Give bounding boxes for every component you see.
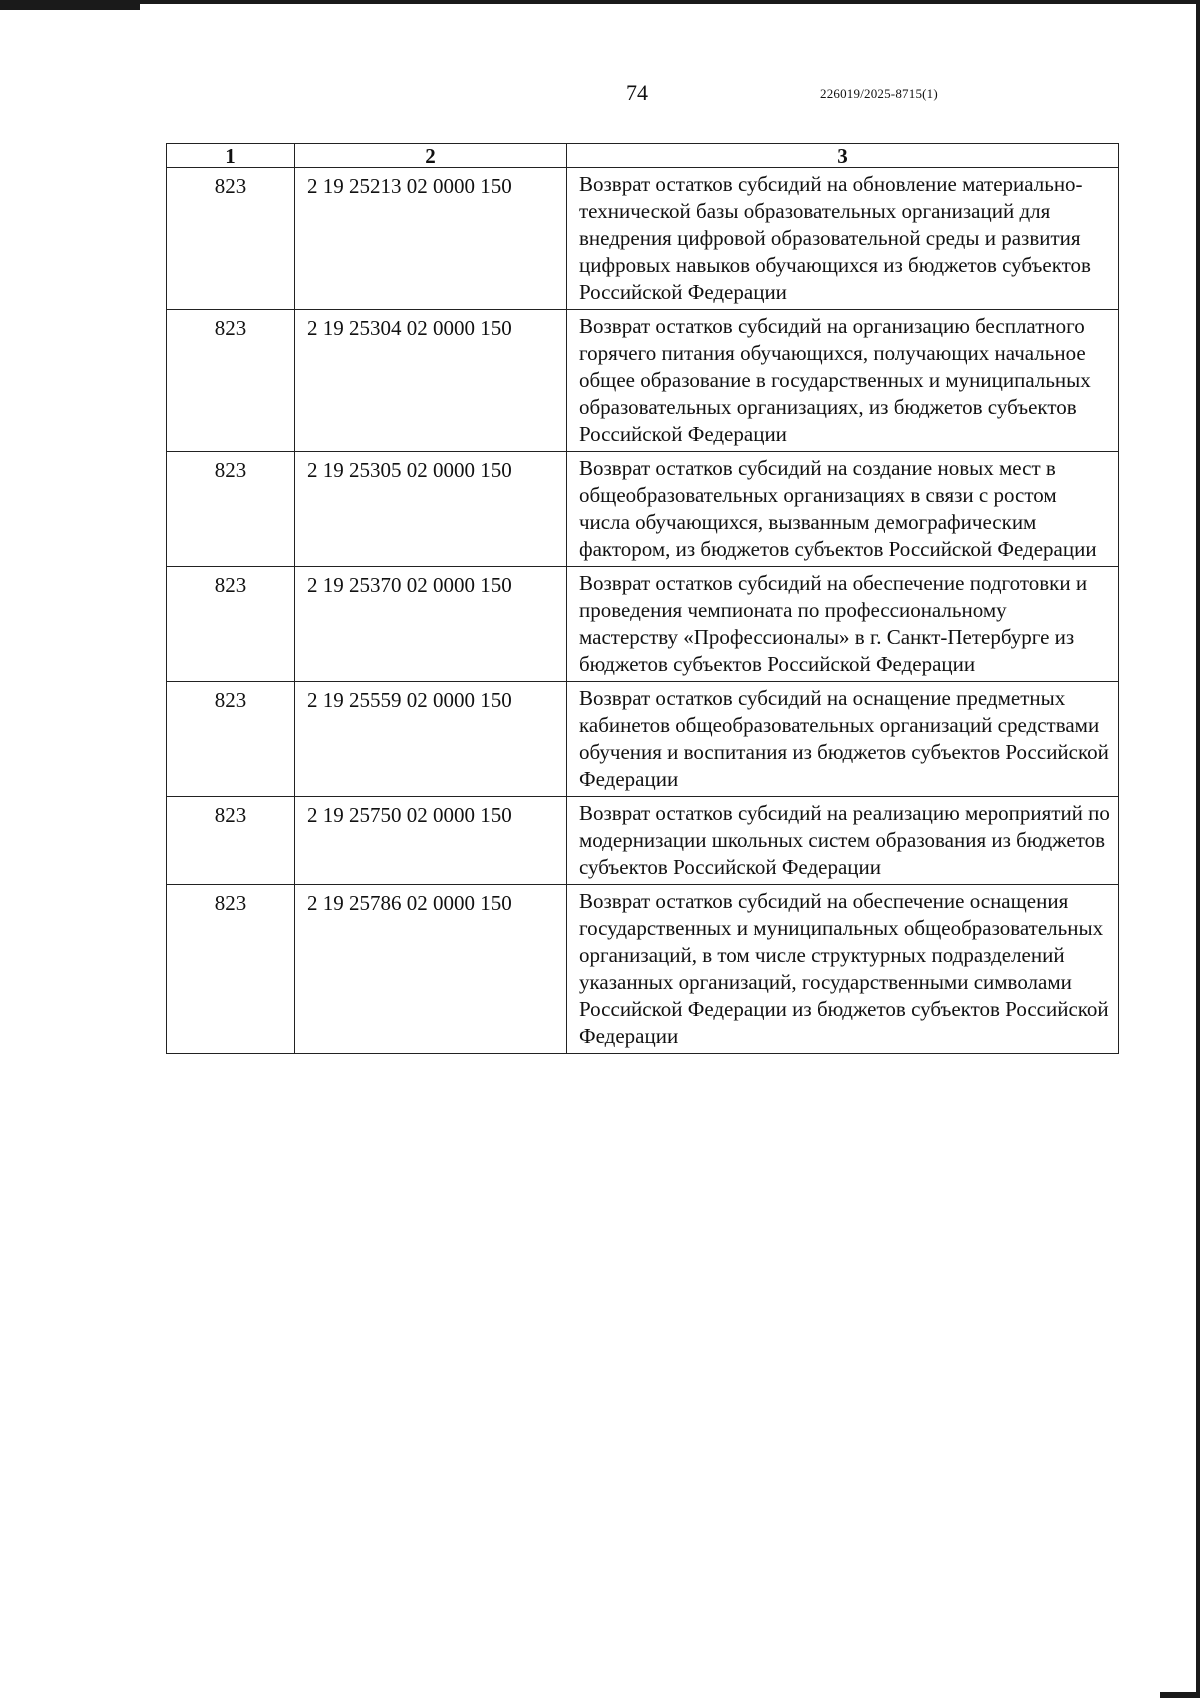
budget-code-cell: 2 19 25304 02 0000 150 xyxy=(295,310,567,452)
budget-code-cell: 2 19 25370 02 0000 150 xyxy=(295,567,567,682)
budget-classification-table xyxy=(166,143,1119,1054)
budget-code-cell: 2 19 25213 02 0000 150 xyxy=(295,168,567,310)
description-cell: Возврат остатков субсидий на обеспечение подготовки и проведения чемпионата по профессиональному мастерству «Профессионалы» в г. Санкт-Петербурге из бюджетов субъектов Российской Федерации xyxy=(567,567,1119,682)
budget-code-cell: 2 19 25559 02 0000 150 xyxy=(295,682,567,797)
scan-border-right xyxy=(1196,0,1200,1698)
admin-code-cell: 823 xyxy=(167,682,295,797)
table-row xyxy=(167,452,1119,567)
admin-code-cell: 823 xyxy=(167,885,295,1054)
budget-code-cell: 2 19 25750 02 0000 150 xyxy=(295,797,567,885)
description-cell: Возврат остатков субсидий на обеспечение оснащения государственных и муниципальных общеобразовательных организаций, в том числе структурных подразделений указанных организаций, государственными символами Российской Федерации из бюджетов субъектов Российской Федерации xyxy=(567,885,1119,1054)
admin-code-cell: 823 xyxy=(167,310,295,452)
column-header-3: 3 xyxy=(567,144,1119,168)
admin-code-cell: 823 xyxy=(167,567,295,682)
table-header-row xyxy=(167,144,1119,168)
description-cell: Возврат остатков субсидий на реализацию мероприятий по модернизации школьных систем образования из бюджетов субъектов Российской Федерации xyxy=(567,797,1119,885)
document-code: 226019/2025-8715(1) xyxy=(820,86,938,101)
description-cell: Возврат остатков субсидий на организацию бесплатного горячего питания обучающихся, получающих начальное общее образование в государственных и муниципальных образовательных организациях, из бюджетов субъектов Российской Федерации xyxy=(567,310,1119,452)
scan-border-bottom xyxy=(1160,1692,1200,1698)
table-row xyxy=(167,310,1119,452)
admin-code-cell: 823 xyxy=(167,452,295,567)
column-header-1: 1 xyxy=(167,144,295,168)
column-header-2: 2 xyxy=(295,144,567,168)
scan-border-top-left xyxy=(0,0,140,10)
table-row xyxy=(167,885,1119,1054)
description-cell: Возврат остатков субсидий на обновление материально-технической базы образовательных организаций для внедрения цифровой образовательной среды и развития цифровых навыков обучающихся из бюджетов субъектов Российской Федерации xyxy=(567,168,1119,310)
table-row xyxy=(167,567,1119,682)
table-row xyxy=(167,168,1119,310)
page-number: 74 xyxy=(626,80,648,105)
table-row xyxy=(167,797,1119,885)
table-row xyxy=(167,682,1119,797)
description-cell: Возврат остатков субсидий на оснащение предметных кабинетов общеобразовательных организаций средствами обучения и воспитания из бюджетов субъектов Российской Федерации xyxy=(567,682,1119,797)
scan-border-top xyxy=(0,0,1200,4)
budget-code-cell: 2 19 25786 02 0000 150 xyxy=(295,885,567,1054)
table-header xyxy=(167,144,1119,168)
description-cell: Возврат остатков субсидий на создание новых мест в общеобразовательных организациях в связи с ростом числа обучающихся, вызванным демографическим фактором, из бюджетов субъектов Российской Федерации xyxy=(567,452,1119,567)
admin-code-cell: 823 xyxy=(167,168,295,310)
table-body xyxy=(167,168,1119,1054)
admin-code-cell: 823 xyxy=(167,797,295,885)
budget-code-cell: 2 19 25305 02 0000 150 xyxy=(295,452,567,567)
